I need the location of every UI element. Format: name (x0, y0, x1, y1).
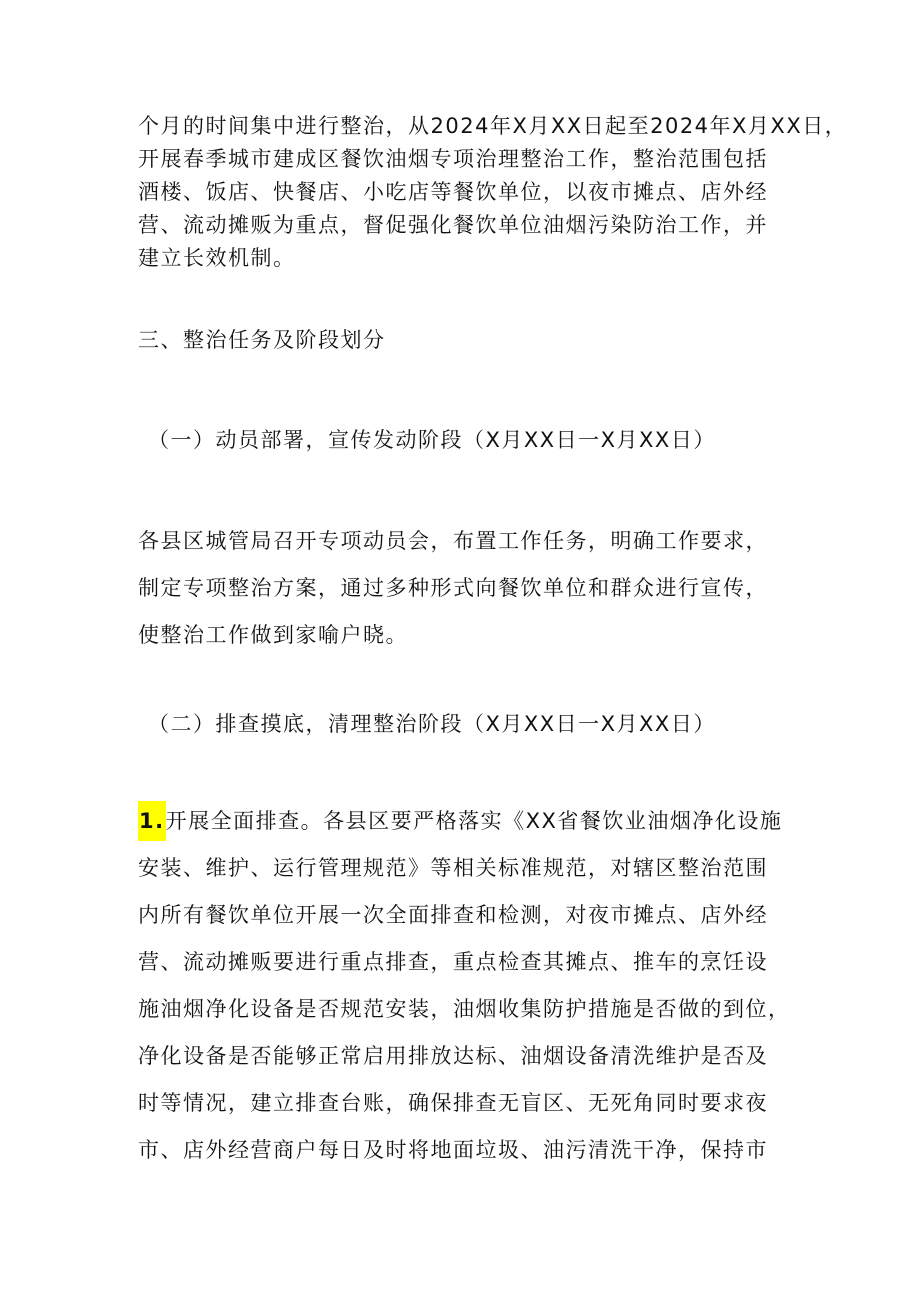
stage-2-item-1 (138, 798, 791, 1174)
highlighted-item-number: 1. (138, 801, 166, 841)
text-line: 酒楼、饭店、快餐店、小吃店等餐饮单位，以夜市摊点、店外经 (138, 180, 768, 204)
text-line: 净化设备是否能够正常启用排放达标、油烟设备清洗维护是否及 (138, 1044, 768, 1068)
section-heading-text: 三、整治任务及阶段划分 (138, 328, 386, 352)
text-line: 个月的时间集中进行整治，从2024年X月XX日起至2024年X月XX日， (138, 114, 848, 138)
text-line: 建立长效机制。 (138, 246, 296, 270)
stage-1-body (138, 518, 788, 659)
item-first-line-text: 开展全面排查。各县区要严格落实《XX省餐饮业油烟净化设施 (165, 809, 783, 833)
item-first-line (138, 798, 788, 845)
text-line: 时等情况，建立排查台账，确保排查无盲区、无死角同时要求夜 (138, 1091, 768, 1115)
stage-2-heading-text: （二）排查摸底，清理整治阶段（X月XX日一X月XX日） (148, 712, 716, 736)
text-line: 营、流动摊贩要进行重点排查，重点检查其摊点、推车的烹饪设 (138, 950, 768, 974)
stage-1-heading (148, 424, 798, 457)
stage-2-heading (148, 708, 798, 741)
text-line: 安装、维护、运行管理规范》等相关标准规范，对辖区整治范围 (138, 856, 768, 880)
text-line: 使整治工作做到家喻户晓。 (138, 623, 408, 647)
text-line: 营、流动摊贩为重点，督促强化餐饮单位油烟污染防治工作，并 (138, 213, 768, 237)
text-line: 开展春季城市建成区餐饮油烟专项治理整治工作，整治范围包括 (138, 147, 768, 171)
paragraph-intro (138, 110, 848, 275)
text-line: 市、店外经营商户每日及时将地面垃圾、油污清洗干净，保持市 (138, 1138, 768, 1162)
text-line: 内所有餐饮单位开展一次全面排查和检测，对夜市摊点、店外经 (138, 903, 768, 927)
text-line: 施油烟净化设备是否规范安装，油烟收集防护措施是否做的到位， (138, 997, 791, 1021)
stage-1-heading-text: （一）动员部署，宣传发动阶段（X月XX日一X月XX日） (148, 428, 716, 452)
text-line: 各县区城管局召开专项动员会，布置工作任务，明确工作要求， (138, 529, 768, 553)
text-line: 制定专项整治方案，通过多种形式向餐饮单位和群众进行宣传， (138, 576, 768, 600)
section-heading (138, 324, 788, 357)
